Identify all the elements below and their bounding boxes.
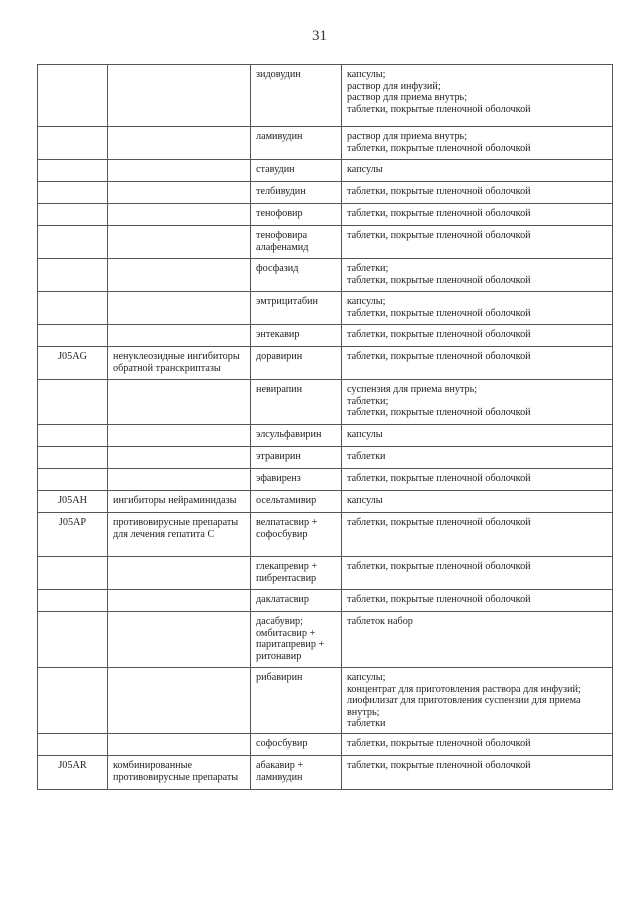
table-row	[38, 668, 613, 734]
dosage-forms-cell	[342, 668, 613, 734]
dosage-form: таблетки, покрытые пленочной оболочкой	[347, 760, 531, 771]
drug-name-cell: тенофовира алафенамид	[251, 226, 342, 259]
dosage-forms-cell	[342, 513, 613, 557]
table-row	[38, 325, 613, 347]
table-row	[38, 226, 613, 259]
dosage-forms-cell	[342, 325, 613, 347]
dosage-form: таблетки, покрытые пленочной оболочкой	[347, 561, 531, 572]
pharmacological-group-cell: ненуклеозидные ингибиторы обратной транскриптазы	[108, 347, 251, 380]
atc-code-cell	[38, 447, 108, 469]
pharmacological-group-cell	[108, 668, 251, 734]
atc-code-cell	[38, 204, 108, 226]
dosage-form: таблетки;	[347, 395, 389, 407]
atc-code-cell	[38, 292, 108, 325]
atc-code-cell	[38, 182, 108, 204]
dosage-form: капсулы;	[347, 296, 386, 307]
atc-code-cell	[38, 65, 108, 127]
dosage-forms-cell	[342, 182, 613, 204]
atc-code-cell	[38, 160, 108, 182]
dosage-form: таблетки, покрытые пленочной оболочкой	[347, 186, 531, 197]
drug-name-cell: велпатасвир + софосбувир	[251, 513, 342, 557]
drug-name-cell: софосбувир	[251, 734, 342, 756]
drug-name-cell: элсульфавирин	[251, 425, 342, 447]
drug-name-cell: рибавирин	[251, 668, 342, 734]
dosage-forms-cell	[342, 226, 613, 259]
dosage-form: капсулы	[347, 495, 383, 506]
pharmacological-group-cell	[108, 182, 251, 204]
atc-code-cell	[38, 612, 108, 668]
atc-code-cell	[38, 590, 108, 612]
dosage-forms-cell	[342, 380, 613, 425]
drug-name-cell: этравирин	[251, 447, 342, 469]
dosage-forms-cell	[342, 259, 613, 292]
dosage-form: таблетки, покрытые пленочной оболочкой	[347, 230, 531, 241]
dosage-form: таблеток набор	[347, 616, 413, 627]
drug-name-cell: телбивудин	[251, 182, 342, 204]
drug-name-cell: эмтрицитабин	[251, 292, 342, 325]
table-row	[38, 127, 613, 160]
table-row	[38, 491, 613, 513]
dosage-form: таблетки, покрытые пленочной оболочкой	[347, 208, 531, 219]
dosage-form: капсулы;	[347, 672, 386, 683]
dosage-form: таблетки, покрытые пленочной оболочкой	[347, 307, 531, 319]
dosage-forms-cell	[342, 612, 613, 668]
table-row	[38, 182, 613, 204]
drug-name-cell: абакавир + ламивудин	[251, 756, 342, 790]
table-row	[38, 447, 613, 469]
drug-name-cell: ламивудин	[251, 127, 342, 160]
dosage-form: раствор для приема внутрь;	[347, 131, 468, 142]
dosage-form: таблетки, покрытые пленочной оболочкой	[347, 103, 531, 115]
dosage-form: раствор для приема внутрь;	[347, 92, 468, 103]
dosage-form: капсулы;	[347, 69, 386, 80]
table-row	[38, 756, 613, 790]
dosage-forms-cell	[342, 557, 613, 590]
pharmacological-group-cell	[108, 259, 251, 292]
table-row	[38, 160, 613, 182]
table-row	[38, 292, 613, 325]
dosage-form: таблетки, покрытые пленочной оболочкой	[347, 594, 531, 605]
drug-name-cell: доравирин	[251, 347, 342, 380]
table-row	[38, 557, 613, 590]
atc-code-cell	[38, 425, 108, 447]
dosage-form: раствор для инфузий;	[347, 80, 441, 92]
drug-name-cell: невирапин	[251, 380, 342, 425]
table-row	[38, 347, 613, 380]
atc-code-cell: J05AG	[38, 347, 108, 380]
atc-code-cell: J05AH	[38, 491, 108, 513]
atc-code-cell	[38, 325, 108, 347]
drug-name-cell: эфавиренз	[251, 469, 342, 491]
dosage-form: таблетки, покрытые пленочной оболочкой	[347, 142, 531, 154]
dosage-forms-cell	[342, 65, 613, 127]
dosage-form: таблетки	[347, 451, 386, 462]
dosage-form: таблетки, покрытые пленочной оболочкой	[347, 329, 531, 340]
pharmacological-group-cell	[108, 557, 251, 590]
dosage-forms-cell	[342, 491, 613, 513]
dosage-form: таблетки, покрытые пленочной оболочкой	[347, 517, 531, 528]
pharmacological-group-cell	[108, 469, 251, 491]
dosage-forms-cell	[342, 734, 613, 756]
pharmacological-group-cell: комбинированные противовирусные препараты	[108, 756, 251, 790]
dosage-forms-cell	[342, 347, 613, 380]
drug-table	[37, 64, 613, 790]
pharmacological-group-cell	[108, 292, 251, 325]
dosage-forms-cell	[342, 127, 613, 160]
table-row	[38, 612, 613, 668]
drug-name-cell: энтекавир	[251, 325, 342, 347]
drug-name-cell: фосфазид	[251, 259, 342, 292]
pharmacological-group-cell	[108, 65, 251, 127]
atc-code-cell	[38, 734, 108, 756]
atc-code-cell	[38, 127, 108, 160]
dosage-forms-cell	[342, 204, 613, 226]
pharmacological-group-cell	[108, 734, 251, 756]
atc-code-cell	[38, 226, 108, 259]
table-row	[38, 380, 613, 425]
page-number: 31	[312, 28, 327, 44]
atc-code-cell: J05AP	[38, 513, 108, 557]
table-row	[38, 204, 613, 226]
pharmacological-group-cell	[108, 204, 251, 226]
pharmacological-group-cell	[108, 325, 251, 347]
atc-code-cell	[38, 668, 108, 734]
dosage-form: капсулы	[347, 429, 383, 440]
table-row	[38, 513, 613, 557]
atc-code-cell: J05AR	[38, 756, 108, 790]
pharmacological-group-cell	[108, 447, 251, 469]
dosage-form: таблетки, покрытые пленочной оболочкой	[347, 274, 531, 286]
drug-name-cell: осельтамивир	[251, 491, 342, 513]
atc-code-cell	[38, 469, 108, 491]
dosage-form: лиофилизат для приготовления суспензии для приема внутрь;	[347, 695, 581, 718]
dosage-form: таблетки, покрытые пленочной оболочкой	[347, 407, 531, 418]
drug-table-body	[38, 65, 613, 790]
dosage-forms-cell	[342, 160, 613, 182]
pharmacological-group-cell: ингибиторы нейраминидазы	[108, 491, 251, 513]
pharmacological-group-cell: противовирусные препараты для лечения гепатита С	[108, 513, 251, 557]
dosage-form: таблетки, покрытые пленочной оболочкой	[347, 738, 531, 749]
drug-name-cell: глекапревир + пибрентасвир	[251, 557, 342, 590]
pharmacological-group-cell	[108, 612, 251, 668]
pharmacological-group-cell	[108, 160, 251, 182]
dosage-forms-cell	[342, 756, 613, 790]
dosage-forms-cell	[342, 425, 613, 447]
dosage-form: суспензия для приема внутрь;	[347, 384, 478, 395]
pharmacological-group-cell	[108, 127, 251, 160]
dosage-form: таблетки, покрытые пленочной оболочкой	[347, 473, 531, 484]
atc-code-cell	[38, 259, 108, 292]
table-row	[38, 590, 613, 612]
table-row	[38, 734, 613, 756]
drug-name-cell: даклатасвир	[251, 590, 342, 612]
table-row	[38, 425, 613, 447]
dosage-forms-cell	[342, 469, 613, 491]
drug-name-cell: зидовудин	[251, 65, 342, 127]
dosage-forms-cell	[342, 590, 613, 612]
dosage-forms-cell	[342, 292, 613, 325]
drug-name-cell: дасабувир; омбитасвир + паритапревир + ритонавир	[251, 612, 342, 668]
drug-name-cell: ставудин	[251, 160, 342, 182]
table-row	[38, 65, 613, 127]
dosage-forms-cell	[342, 447, 613, 469]
atc-code-cell	[38, 380, 108, 425]
table-row	[38, 469, 613, 491]
dosage-form: таблетки;	[347, 263, 389, 274]
atc-code-cell	[38, 557, 108, 590]
dosage-form: капсулы	[347, 164, 383, 175]
pharmacological-group-cell	[108, 380, 251, 425]
drug-name-cell: тенофовир	[251, 204, 342, 226]
dosage-form: таблетки, покрытые пленочной оболочкой	[347, 351, 531, 362]
pharmacological-group-cell	[108, 425, 251, 447]
pharmacological-group-cell	[108, 226, 251, 259]
pharmacological-group-cell	[108, 590, 251, 612]
dosage-form: таблетки	[347, 718, 386, 729]
dosage-form: концентрат для приготовления раствора для инфузий;	[347, 683, 581, 695]
table-row	[38, 259, 613, 292]
